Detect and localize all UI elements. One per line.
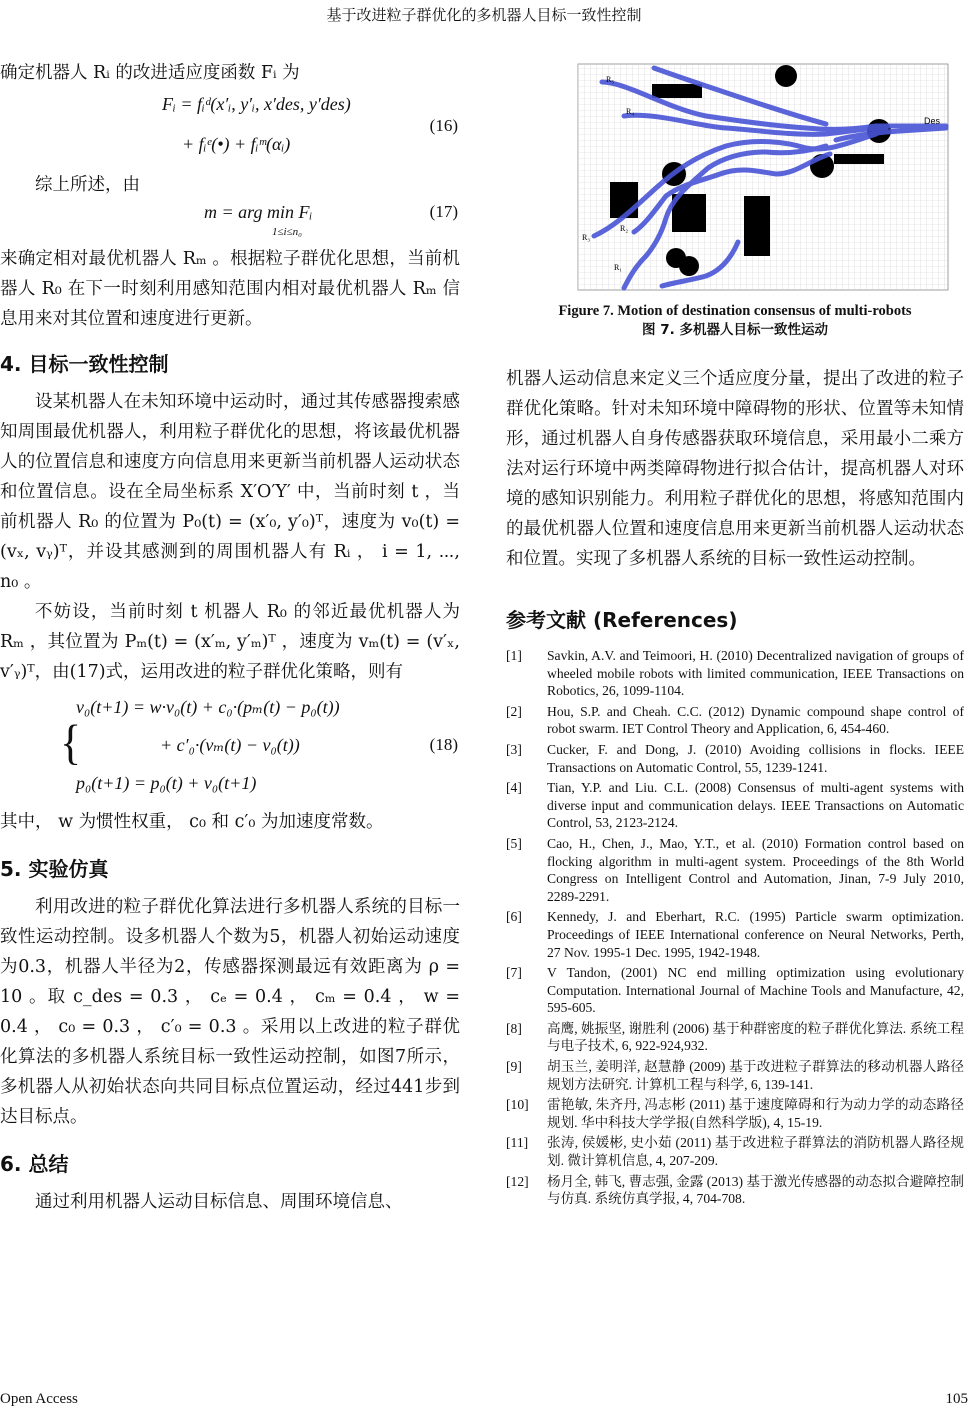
footer-open-access: Open Access	[0, 1391, 78, 1407]
page-number: 105	[945, 1391, 968, 1407]
left-column	[0, 58, 460, 1217]
obstacle-circle	[775, 65, 797, 87]
reference-number: [11]	[506, 1135, 529, 1151]
eq18-number: (18)	[429, 735, 458, 754]
label-destination: Des	[924, 116, 941, 126]
reference-item	[506, 835, 964, 905]
section-4-heading: 4. 目标一致性控制	[0, 352, 169, 376]
eq17-number: (17)	[429, 202, 458, 221]
reference-item	[506, 1134, 964, 1169]
conclusion-continued: 机器人运动信息来定义三个适应度分量，提出了改进的粒子群优化策略。针对未知环境中障碍物的形状、位置等未知情形，通过机器人自身传感器获取环境信息，采用最小二乘方法对运行环境中两类障碍物进行拟合估计，提高机器人对环境的感知识别能力。利用粒子群优化的思想，将感知范围内的最优机器人位置和速度信息用来更新当前机器人运动状态和位置。实现了多机器人系统的目标一致性运动控制。	[506, 369, 964, 569]
reference-text: 胡玉兰, 姜明洋, 赵慧静 (2009) 基于改进粒子群算法的移动机器人路径规划方法研究. 计算机工程与科学, 6, 139-141.	[547, 1059, 964, 1092]
reference-item	[506, 703, 964, 738]
equation-16	[0, 88, 460, 168]
reference-item	[506, 741, 964, 776]
references-heading: 参考文献 (References)	[506, 608, 738, 632]
obstacle-rect	[744, 196, 770, 256]
reference-item	[506, 647, 964, 700]
reference-text: 高鹰, 姚振坚, 谢胜利 (2006) 基于种群密度的粒子群优化算法. 系统工程与电子技术, 6, 922-924,932.	[547, 1020, 964, 1054]
reference-number: [4]	[506, 780, 522, 796]
after-eq17-text: 来确定相对最优机器人 Rₘ 。根据粒子群优化思想，当前机器人 R₀ 在下一时刻利用感知范围内相对最优机器人 Rₘ 信息用来对其位置和速度进行更新。	[0, 249, 460, 329]
eq18-line2: + c′₀·(vₘ(t) − v₀(t))	[160, 735, 300, 755]
reference-list	[506, 647, 964, 1208]
reference-text: Cucker, F. and Dong, J. (2010) Avoiding collisions in flocks. IEEE Transactions on Automatic Control, 55, 1239-1241.	[547, 741, 964, 775]
reference-text: Kennedy, J. and Eberhart, R.C. (1995) Particle swarm optimization. Proceedings of IEEE International conference on Neural Networks, Perth, 27 Nov. 1995-1 Dec. 1995, 1942-1948.	[547, 909, 964, 960]
reference-text: 杨月全, 韩飞, 曹志强, 金露 (2013) 基于激光传感器的动态拟合避障控制与仿真. 系统仿真学报, 4, 704-708.	[547, 1173, 964, 1207]
plot-grid	[578, 64, 948, 290]
figure-7-plot	[506, 56, 964, 294]
reference-number: [3]	[506, 741, 522, 757]
reference-text: 雷艳敏, 朱齐丹, 冯志彬 (2011) 基于速度障碍和行为动力学的动态路径规划. 华中科技大学学报(自然科学版), 4, 15-19.	[547, 1097, 964, 1130]
reference-number: [1]	[506, 648, 522, 663]
summary-text: 综上所述，由	[35, 175, 140, 195]
eq18-brace: {	[60, 715, 82, 770]
obstacle-rect	[652, 84, 702, 98]
label-r1: R₁	[614, 263, 623, 272]
obstacle-rect	[834, 154, 884, 164]
reference-text: Savkin, A.V. and Teimoori, H. (2010) Decentralized navigation of groups of wheeled mobile robots with limited communication, IEEE Transactions on Robotics, 26, 1099-1104.	[547, 648, 964, 699]
right-column	[506, 56, 964, 1211]
figure-caption-en: Figure 7. Motion of destination consensus of multi-robots	[558, 303, 912, 319]
section-4-paragraph-2: 不妨设，当前时刻 t 机器人 R₀ 的邻近最优机器人为 Rₘ ，其位置为 Pₘ(t) = (x′ₘ, y′ₘ)ᵀ ，速度为 vₘ(t) = (v′ₓ, v′ᵧ)ᵀ，由(17)式，运用改进的粒子群优化策略，则有	[0, 602, 460, 682]
eq16-line2: + fᵢᵉ(•) + fᵢᵐ(αᵢ)	[182, 134, 291, 154]
section-6-paragraph: 通过利用机器人运动目标信息、周围环境信息、	[35, 1192, 403, 1212]
section-6-heading: 6. 总结	[0, 1152, 69, 1176]
reference-number: [10]	[506, 1097, 529, 1113]
fitness-intro: 确定机器人 Rᵢ 的改进适应度函数 Fᵢ 为	[0, 63, 300, 83]
obstacle-rect	[610, 182, 638, 218]
eq17-subscript: 1≤i≤n₀	[272, 226, 302, 238]
eq18-line1: v₀(t+1) = w·v₀(t) + c₀·(pₘ(t) − p₀(t))	[76, 697, 340, 717]
reference-item	[506, 779, 964, 832]
reference-number: [9]	[506, 1059, 522, 1075]
label-r4: R₄	[626, 107, 635, 116]
equation-18	[0, 687, 460, 807]
label-r3: R₃	[582, 233, 591, 242]
reference-text: Cao, H., Chen, J., Mao, Y.T., et al. (2010) Formation control based on flocking algorithm in multi-agent system. Proceedings of the 8th World Congress on Intelligent Control and Automation, Jinan, 7-9 July 2010, 2289-2291.	[547, 835, 964, 904]
reference-item	[506, 1173, 964, 1208]
reference-text: V Tandon, (2001) NC end milling optimization using evolutionary Computation. International Journal of Machine Tools and Manufacture, 42, 595-605.	[547, 965, 964, 1016]
equation-17	[0, 200, 460, 244]
eq17-body: m = arg min Fᵢ	[204, 202, 313, 222]
eq16-line1: Fᵢ = fᵢᵈ(x′ᵢ, y′ᵢ, x′des, y′des)	[162, 94, 351, 114]
reference-item	[506, 1020, 964, 1055]
eq18-line3: p₀(t+1) = p₀(t) + v₀(t+1)	[76, 773, 257, 793]
reference-item	[506, 1058, 964, 1093]
reference-number: [8]	[506, 1020, 522, 1036]
obstacle-circle	[679, 256, 699, 276]
reference-number: [5]	[506, 835, 522, 851]
label-r2: R₂	[620, 224, 629, 233]
section-4-paragraph-1: 设某机器人在未知环境中运动时，通过其传感器搜索感知周围最优机器人，利用粒子群优化的思想，将该最优机器人的位置信息和速度方向信息用来更新当前机器人运动状态和位置信息。设在全局坐标系 X′O′Y′ 中，当前时刻 t ，当前机器人 R₀ 的位置为 P₀(t) = (x′₀, y′₀)ᵀ，速度为 v₀(t) = (vₓ, vᵧ)ᵀ，并设其感测到的周围机器人有 Rᵢ ， i = 1, ⋯, n₀ 。	[0, 392, 460, 592]
reference-text: Tian, Y.P. and Liu. C.L. (2008) Consensus of multi-agent systems with diverse input and communication delays. IEEE Transactions on Automatic Control, 53, 2123-2124.	[547, 780, 964, 831]
reference-number: [12]	[506, 1173, 529, 1189]
label-r5: R₅	[606, 75, 615, 84]
reference-item	[506, 964, 964, 1017]
figure-caption-cn: 图 7. 多机器人目标一致性运动	[642, 322, 828, 338]
reference-text: 张涛, 侯媛彬, 史小茹 (2011) 基于改进粒子群算法的消防机器人路径规划. 微计算机信息, 4, 207-209.	[547, 1135, 964, 1169]
reference-item	[506, 1096, 964, 1131]
reference-number: [7]	[506, 965, 522, 981]
figure-7	[506, 56, 964, 348]
reference-number: [6]	[506, 909, 522, 925]
reference-item	[506, 908, 964, 961]
where-text: 其中， w 为惯性权重， c₀ 和 c′₀ 为加速度常数。	[0, 812, 384, 832]
eq16-number: (16)	[429, 116, 458, 135]
reference-text: Hou, S.P. and Cheah. C.C. (2012) Dynamic compound shape control of robot swarm. IET Control Theory and Application, 6, 454-460.	[547, 703, 964, 737]
running-header: 基于改进粒子群优化的多机器人目标一致性控制	[326, 6, 642, 24]
reference-number: [2]	[506, 703, 522, 719]
section-5-heading: 5. 实验仿真	[0, 857, 109, 881]
section-5-paragraph: 利用改进的粒子群优化算法进行多机器人系统的目标一致性运动控制。设多机器人个数为5，机器人初始运动速度为0.3，机器人半径为2，传感器探测最远有效距离为 ρ = 10 。取 c_des = 0.3 ， cₑ = 0.4 ， cₘ = 0.4 ， w = 0.4 ， c₀ = 0.3 ， c′₀ = 0.3 。采用以上改进的粒子群优化算法的多机器人系统目标一致性运动控制，如图7所示，多机器人从初始状态向共同目标点位置运动，经过441步到达目标点。	[0, 897, 460, 1127]
